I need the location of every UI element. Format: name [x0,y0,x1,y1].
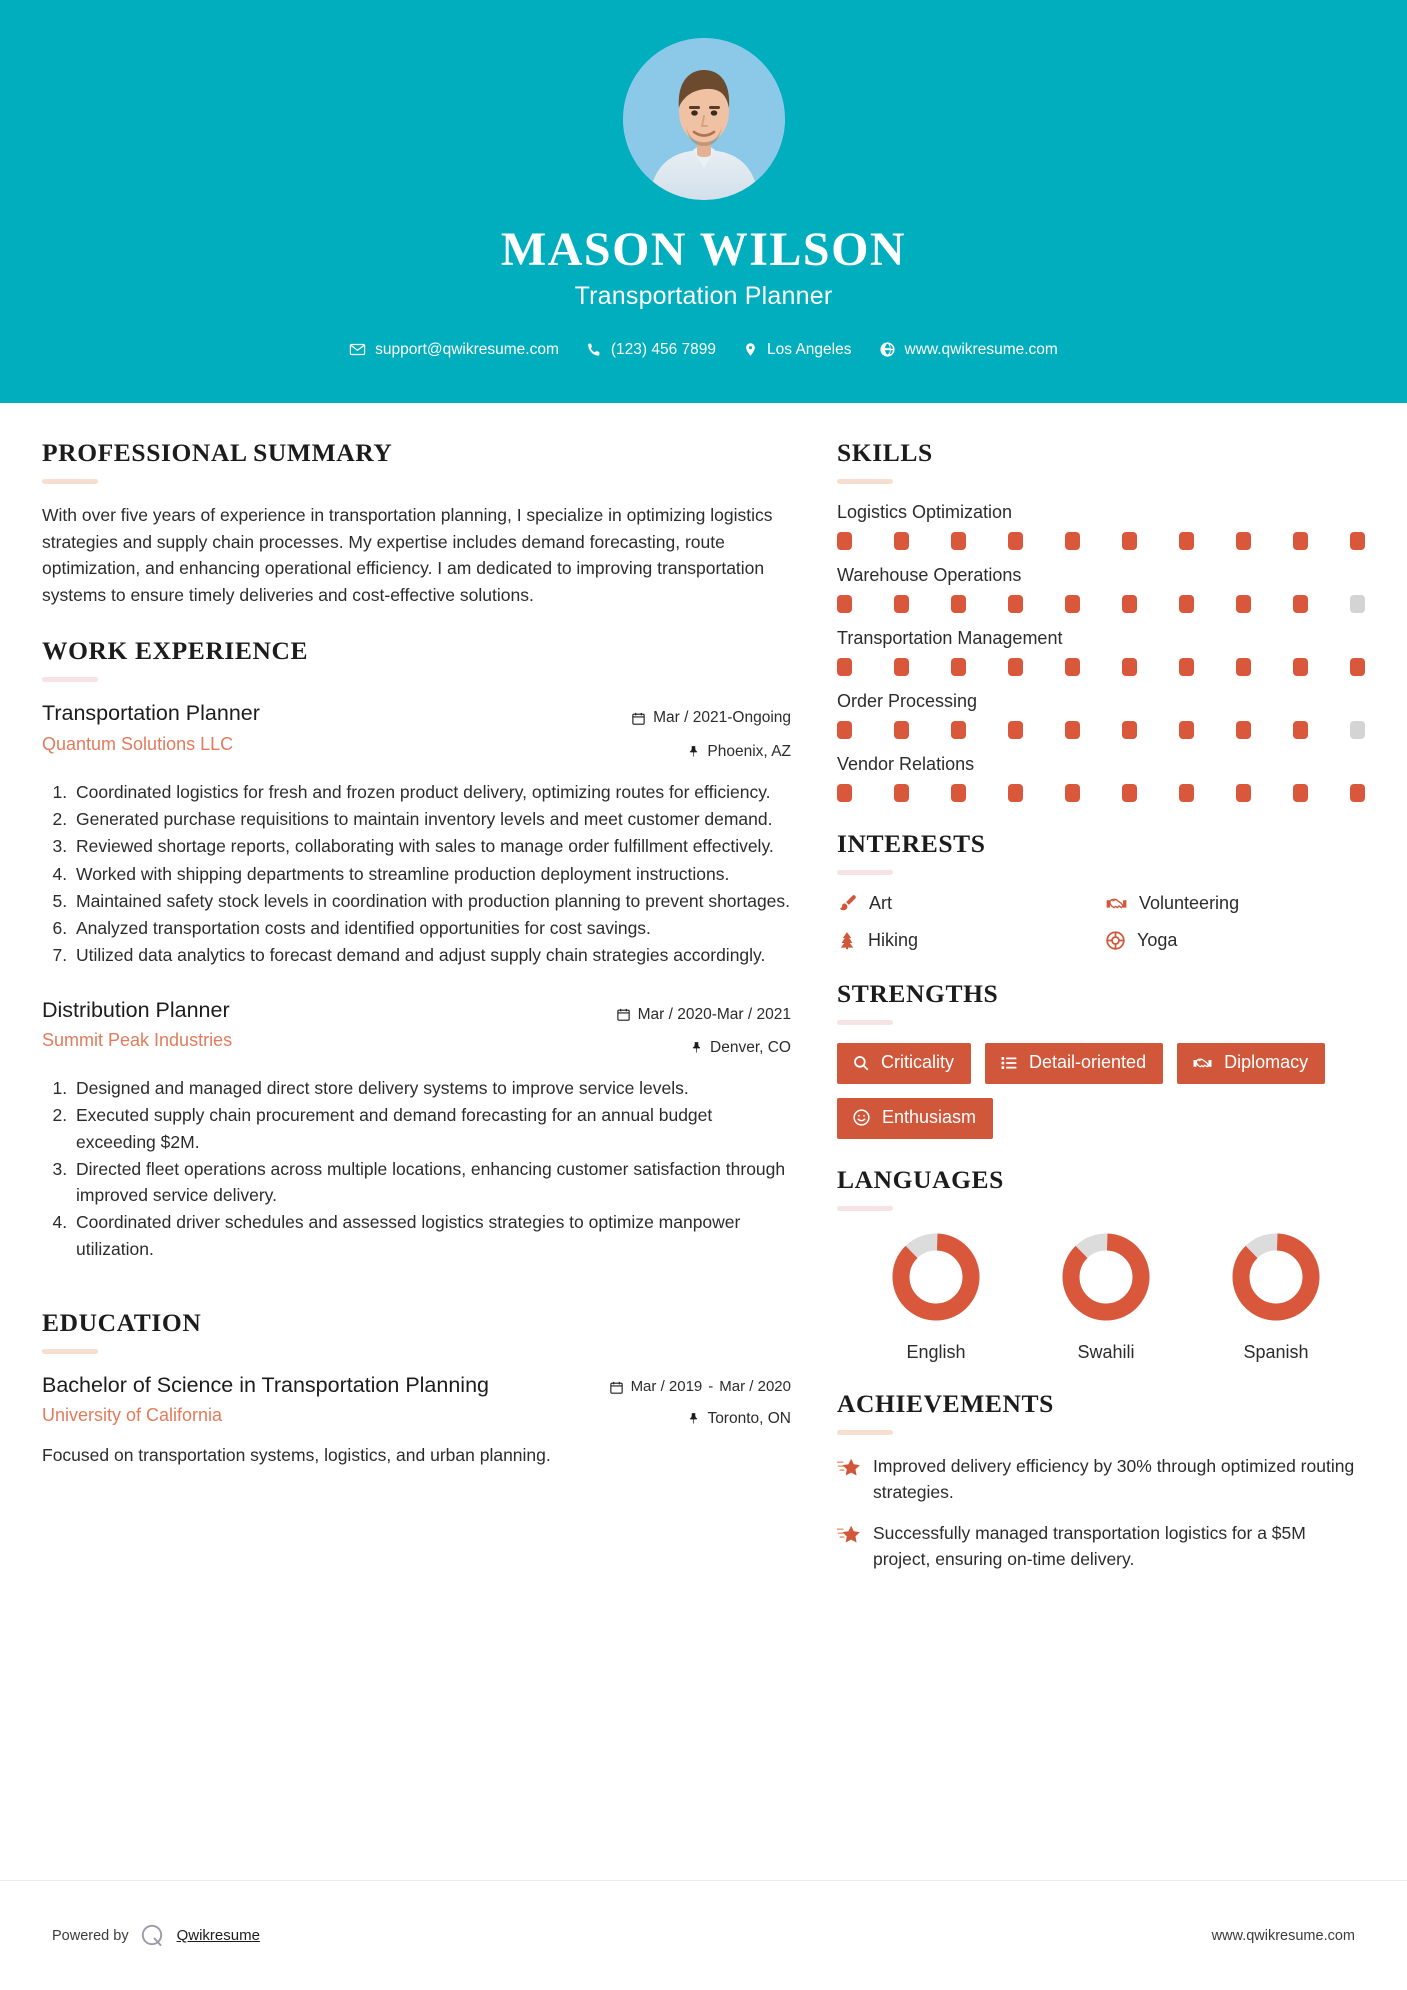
education-entry [42,1372,791,1468]
list-item: 4. Coordinated driver schedules and assessed logistics strategies to optimize manpower utilization. [72,1209,791,1262]
skill-dot [894,532,909,550]
section-rule [837,1430,893,1435]
section-rule [42,1349,98,1354]
skill-dot [951,784,966,802]
skill-dot [1008,658,1023,676]
skill-dot [894,595,909,613]
interest-label: Yoga [1137,930,1178,950]
interest-label: Art [869,893,893,913]
list-item: 4. Worked with shipping departments to streamline production deployment instructions. [72,861,791,887]
skill-dot [1236,784,1251,802]
avatar-photo-icon [623,38,785,200]
skill-dot [1293,595,1308,613]
contact-row [0,341,1407,359]
interest-label: Hiking [868,930,919,950]
skill-dot [1122,658,1137,676]
skill-dot [1179,658,1194,676]
calendar-icon [631,711,646,726]
language-label: Spanish [1243,1341,1309,1362]
section-interests [837,829,1365,951]
powered-by-label: Powered by [52,1927,129,1944]
list-item: 5. Maintained safety stock levels in coordination with production planning to prevent shortages. [72,888,791,914]
experience-company: Quantum Solutions LLC [42,733,234,754]
skill-row [837,628,1365,676]
magnifier-icon [852,1054,870,1072]
section-strengths [837,979,1365,1139]
list-item: 2. Executed supply chain procurement and demand forecasting for an annual budget exceeding $2M. [72,1102,791,1155]
skill-dot [837,784,852,802]
paintbrush-icon [837,893,858,914]
section-education [42,1308,791,1468]
section-heading-strengths: STRENGTHS [837,979,999,1008]
skill-dot [837,721,852,739]
experience-location [576,740,791,763]
skill-row [837,754,1365,802]
language-label: English [906,1341,966,1362]
education-date-separator: - [708,1377,714,1395]
skill-dot [1236,532,1251,550]
section-heading-interests: INTERESTS [837,829,986,858]
skill-row [837,502,1365,550]
location-pin-icon [743,341,758,358]
section-heading-experience: WORK EXPERIENCE [42,636,309,666]
skills-list [837,502,1365,802]
skill-dot [1350,532,1365,550]
footer [0,1880,1407,1990]
skill-dot [951,658,966,676]
education-description: Focused on transportation systems, logistics, and urban planning. [42,1444,551,1465]
interest-label: Volunteering [1139,893,1240,913]
experience-dates-value: Mar / 2021-Ongoing [653,709,791,727]
skill-row [837,691,1365,739]
list-item: 1. Designed and managed direct store delivery systems to improve service levels. [72,1075,791,1101]
list-icon [1000,1054,1018,1072]
section-heading-languages: LANGUAGES [837,1164,1004,1194]
section-professional-summary [42,438,791,608]
tree-icon [837,930,857,951]
summary-text: With over five years of experience in transportation planning, I specialize in optimizing logistics strategies and supply chain processes. My expertise includes demand forecasting, route optimization, and enhancing operational efficiency. I am dedicated to improving transportation systems to ensure timely deliveries and cost-effective solutions. [42,505,773,605]
experience-bullets [42,779,791,969]
experience-bullets [42,1075,791,1262]
pushpin-icon [687,744,700,759]
language-item [1191,1229,1361,1363]
experience-dates-value: Mar / 2020-Mar / 2021 [637,1005,791,1023]
skill-dot [1122,595,1137,613]
skill-dot [1236,658,1251,676]
skill-dot [1008,532,1023,550]
skill-dot [837,595,852,613]
qwikresume-logo-icon [140,1923,166,1949]
section-work-experience [42,636,791,1262]
strength-label: Enthusiasm [882,1106,977,1127]
language-item [1021,1229,1191,1363]
contact-phone-value: (123) 456 7899 [610,340,717,358]
education-date-start: Mar / 2019 [630,1377,703,1395]
skill-dot [1179,532,1194,550]
skill-dot [1065,721,1080,739]
skill-dot [1065,532,1080,550]
section-languages [837,1165,1365,1363]
section-heading-achievements: ACHIEVEMENTS [837,1388,1054,1418]
list-item: 3. Directed fleet operations across multiple locations, enhancing customer satisfaction through improved service delivery. [72,1156,791,1209]
section-rule [42,479,98,484]
qwikresume-brand-link[interactable]: Qwikresume [176,1927,260,1944]
interest-item-hiking [837,930,1097,951]
skill-rating [837,595,1365,613]
achievement-text: Successfully managed transportation logistics for a $5M project, ensuring on-time delivery. [873,1523,1306,1570]
resume-body [0,438,1407,1588]
powered-by [52,1923,260,1949]
strengths-list [837,1043,1365,1139]
section-rule [837,870,893,875]
education-date-end: Mar / 2020 [719,1377,791,1395]
list-item: 1. Coordinated logistics for fresh and frozen product delivery, optimizing routes for efficiency. [72,779,791,805]
language-donut-chart [1058,1229,1154,1325]
skill-dot [1008,595,1023,613]
experience-dates [576,706,791,729]
interest-item-yoga [1105,930,1365,951]
lifebuoy-icon [1105,930,1126,951]
experience-location-value: Denver, CO [710,1038,791,1056]
experience-dates [576,1003,791,1026]
experience-role: Distribution Planner [42,997,230,1022]
education-location [576,1407,791,1430]
skill-dot [837,658,852,676]
contact-email[interactable] [349,341,559,359]
skill-dot [1008,721,1023,739]
education-location-value: Toronto, ON [707,1409,791,1427]
skill-dot [1293,658,1308,676]
section-skills [837,438,1365,802]
shooting-star-icon [837,1453,860,1483]
section-heading-summary: PROFESSIONAL SUMMARY [42,438,393,467]
globe-icon [879,341,896,358]
skill-label: Logistics Optimization [837,502,1013,522]
calendar-icon [609,1380,624,1395]
handshake-icon [1192,1054,1213,1072]
education-dates [576,1378,791,1397]
language-item [851,1229,1021,1363]
skill-dot [1350,595,1365,613]
experience-meta [576,700,791,763]
skill-dot [1065,658,1080,676]
skill-dot [894,784,909,802]
skill-dot [951,532,966,550]
skill-dot [951,721,966,739]
skill-label: Warehouse Operations [837,565,1022,585]
contact-location[interactable] [743,341,851,359]
achievement-item [837,1453,1365,1506]
skill-rating [837,721,1365,739]
languages-list [837,1229,1365,1363]
experience-entry [42,700,791,968]
section-achievements [837,1389,1365,1573]
skill-label: Vendor Relations [837,754,975,774]
smiley-icon [852,1108,871,1127]
skill-dot [894,721,909,739]
skill-dot [951,595,966,613]
skill-dot [1293,721,1308,739]
strength-label: Diplomacy [1224,1052,1309,1072]
left-column [42,438,837,1588]
calendar-icon [616,1007,631,1022]
phone-icon [586,342,602,358]
contact-email-value: support@qwikresume.com [375,340,559,358]
skill-row [837,565,1365,613]
strength-pill-detail-oriented[interactable] [985,1043,1163,1084]
achievement-text: Improved delivery efficiency by 30% through optimized routing strategies. [873,1455,1355,1502]
experience-entry [42,997,791,1262]
experience-location [576,1036,791,1059]
contact-website[interactable] [879,341,1058,359]
skill-label: Order Processing [837,691,978,711]
strength-pill-enthusiasm[interactable] [837,1098,993,1139]
envelope-icon [349,341,366,358]
skill-dot [1179,721,1194,739]
skill-label: Transportation Management [837,628,1063,648]
skill-dot [1350,721,1365,739]
skill-dot [1065,784,1080,802]
section-rule [837,479,893,484]
strength-pill-diplomacy[interactable] [1177,1043,1325,1084]
skill-dot [894,658,909,676]
contact-website-value: www.qwikresume.com [904,340,1058,358]
shooting-star-icon [837,1520,860,1550]
list-item: 6. Analyzed transportation costs and identified opportunities for cost savings. [72,915,791,941]
section-rule [42,677,98,682]
education-degree: Bachelor of Science in Transportation Planning [42,1372,489,1397]
right-column [837,438,1365,1588]
education-school: University of California [42,1405,223,1426]
strength-label: Detail-oriented [1029,1052,1147,1072]
skill-dot [837,532,852,550]
skill-dot [1008,784,1023,802]
resume-header [0,0,1407,403]
interest-item-volunteering [1105,893,1365,914]
interest-item-art [837,893,1097,914]
section-rule [837,1206,893,1211]
experience-location-value: Phoenix, AZ [707,742,791,760]
list-item: 3. Reviewed shortage reports, collaborating with sales to manage order fulfillment effectively. [72,833,791,859]
skill-dot [1350,658,1365,676]
language-label: Swahili [1077,1341,1135,1362]
avatar [623,38,785,200]
header-job-title: Transportation Planner [574,281,833,310]
experience-role: Transportation Planner [42,701,260,726]
skill-dot [1122,721,1137,739]
skill-dot [1293,532,1308,550]
section-heading-education: EDUCATION [42,1307,202,1337]
skill-dot [1122,784,1137,802]
skill-rating [837,784,1365,802]
handshake-icon [1105,893,1128,914]
experience-company: Summit Peak Industries [42,1030,233,1051]
shooting-star-icon-glyph [837,1524,860,1545]
contact-phone[interactable] [586,341,716,359]
skill-dot [1065,595,1080,613]
skill-dot [1293,784,1308,802]
skill-dot [1350,784,1365,802]
skill-dot [1179,784,1194,802]
strength-label: Criticality [881,1052,955,1072]
list-item: 7. Utilized data analytics to forecast demand and adjust supply chain strategies accordingly. [72,942,791,968]
skill-dot [1236,721,1251,739]
skill-dot [1179,595,1194,613]
footer-url[interactable]: www.qwikresume.com [1211,1927,1355,1944]
education-meta [576,1372,791,1430]
strength-pill-criticality[interactable] [837,1043,971,1084]
skill-rating [837,658,1365,676]
section-rule [837,1020,893,1025]
achievement-item [837,1520,1365,1573]
language-donut-chart [888,1229,984,1325]
pushpin-icon [690,1040,703,1055]
pushpin-icon [687,1411,700,1426]
language-donut-chart [1228,1229,1324,1325]
page-title: MASON WILSON [500,223,907,276]
contact-location-value: Los Angeles [767,340,852,358]
skill-dot [1122,532,1137,550]
experience-meta [576,997,791,1060]
skill-rating [837,532,1365,550]
skill-dot [1236,595,1251,613]
interests-grid [837,893,1365,951]
list-item: 2. Generated purchase requisitions to maintain inventory levels and meet customer demand. [72,806,791,832]
section-heading-skills: SKILLS [837,438,933,467]
shooting-star-icon-glyph [837,1457,860,1478]
